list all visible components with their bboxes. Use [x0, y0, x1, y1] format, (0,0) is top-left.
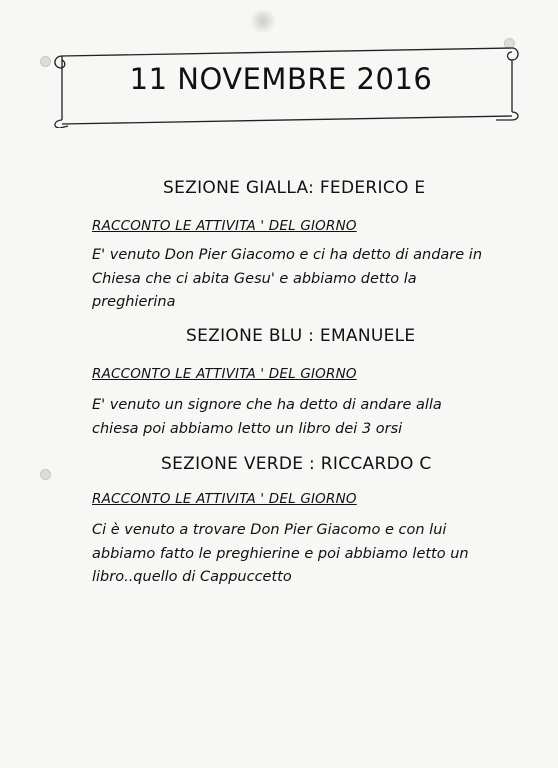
section-heading-gialla: SEZIONE GIALLA: FEDERICO E — [163, 178, 426, 198]
section-subheading: RACCONTO LE ATTIVITA ' DEL GIORNO — [92, 491, 357, 507]
body-line: Ci è venuto a trovare Don Pier Giacomo e con lui — [92, 522, 447, 538]
section-body-verde — [92, 519, 469, 590]
body-line: E' venuto un signore che ha detto di andare alla — [92, 397, 442, 413]
section-body-blu — [92, 394, 442, 441]
body-line: libro..quello di Cappuccetto — [92, 569, 292, 585]
body-line: abbiamo fatto le preghierine e poi abbiamo letto un — [92, 545, 469, 562]
page-title: 11 NOVEMBRE 2016 — [129, 62, 433, 96]
section-subheading: RACCONTO LE ATTIVITA ' DEL GIORNO — [92, 366, 357, 382]
section-heading-blu: SEZIONE BLU : EMANUELE — [186, 326, 416, 346]
paper-smudge — [248, 10, 278, 32]
body-line: preghierina — [92, 294, 176, 310]
title-scroll-banner — [40, 38, 522, 128]
body-line: E' venuto Don Pier Giacomo e ci ha detto di andare in — [92, 247, 483, 263]
body-line: Chiesa che ci abita Gesu' e abbiamo detto la — [92, 270, 417, 287]
section-heading-verde: SEZIONE VERDE : RICCARDO C — [161, 454, 432, 474]
section-subheading: RACCONTO LE ATTIVITA ' DEL GIORNO — [92, 218, 357, 234]
binder-hole — [40, 469, 51, 480]
section-body-gialla — [92, 244, 482, 315]
body-line: chiesa poi abbiamo letto un libro dei 3 orsi — [92, 420, 403, 437]
